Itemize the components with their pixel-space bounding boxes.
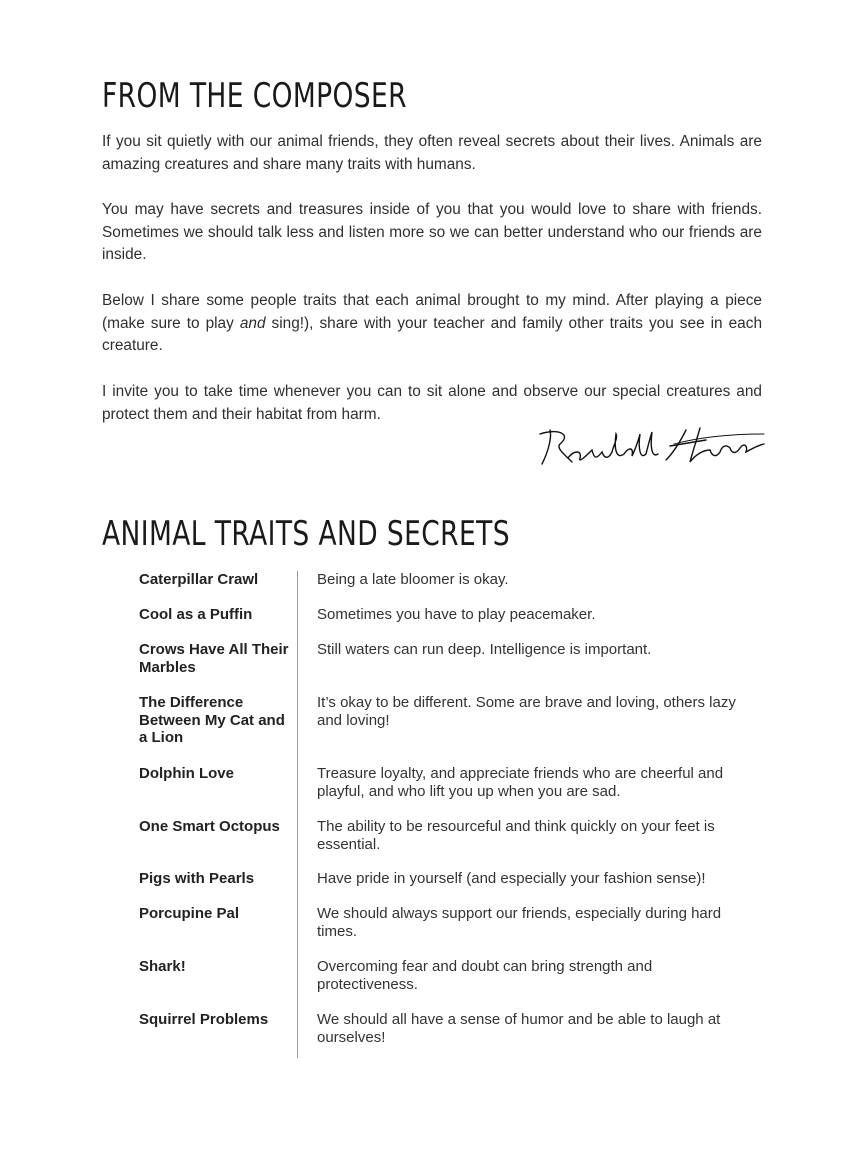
composer-paragraph-2: You may have secrets and treasures inside of you that you would love to share with friends. Sometimes we should talk less and listen more so we can better understand who our friends are inside. <box>102 201 762 264</box>
piece-trait: Still waters can run deep. Intelligence is important. <box>317 641 652 658</box>
piece-name: Cool as a Puffin <box>139 606 253 623</box>
composer-paragraph-4: I invite you to take time whenever you can to sit alone and observe our special creatures and protect them and their habitat from harm. <box>102 383 762 423</box>
piece-name: Crows Have All Their Marbles <box>139 641 289 676</box>
trait-row <box>139 606 769 624</box>
piece-trait: We should always support our friends, especially during hard times. <box>317 905 722 940</box>
piece-trait: The ability to be resourceful and think quickly on your feet is essential. <box>317 818 715 853</box>
piece-trait: Sometimes you have to play peacemaker. <box>317 606 596 623</box>
piece-name: Pigs with Pearls <box>139 870 255 887</box>
trait-row <box>139 694 769 747</box>
piece-trait: Overcoming fear and doubt can bring strength and protectiveness. <box>317 958 653 993</box>
composer-signature <box>534 424 766 474</box>
trait-row <box>139 870 769 888</box>
composer-paragraph-1: If you sit quietly with our animal friends, they often reveal secrets about their lives. Animals are amazing creatures and share many traits with humans. <box>102 133 762 173</box>
piece-name: One Smart Octopus <box>139 818 280 835</box>
piece-name: Caterpillar Crawl <box>139 571 259 588</box>
piece-name: Porcupine Pal <box>139 905 240 922</box>
piece-name: Squirrel Problems <box>139 1011 269 1028</box>
paragraph-3-text-end: sing!), share with your teacher and family other traits you see in each creature. <box>102 314 762 355</box>
piece-trait: It’s okay to be different. Some are brave and loving, others lazy and loving! <box>317 694 736 729</box>
trait-row <box>139 641 769 676</box>
trait-row <box>139 765 769 800</box>
composer-paragraph-3 <box>102 290 762 358</box>
piece-trait: Being a late bloomer is okay. <box>317 571 509 588</box>
composer-heading: FROM THE COMPOSER <box>102 76 407 116</box>
trait-row <box>139 905 769 940</box>
piece-name: Shark! <box>139 958 186 975</box>
piece-trait: We should all have a sense of humor and be able to laugh at ourselves! <box>317 1011 721 1046</box>
paragraph-3-text-start: Below I share some people traits that each animal brought to my mind. After playing a piece (make sure to play <box>102 292 762 332</box>
piece-name: Dolphin Love <box>139 765 234 782</box>
piece-trait: Treasure loyalty, and appreciate friends who are cheerful and playful, and who lift you up when you are sad. <box>317 765 724 800</box>
piece-trait: Have pride in yourself (and especially your fashion sense)! <box>317 870 706 887</box>
traits-heading: ANIMAL TRAITS AND SECRETS <box>102 514 510 554</box>
trait-row <box>139 571 769 589</box>
paragraph-3-emphasis: and <box>239 314 266 332</box>
piece-name: The Difference Between My Cat and a Lion <box>139 694 285 747</box>
trait-row <box>139 1011 769 1046</box>
trait-row <box>139 818 769 853</box>
trait-row <box>139 958 769 993</box>
